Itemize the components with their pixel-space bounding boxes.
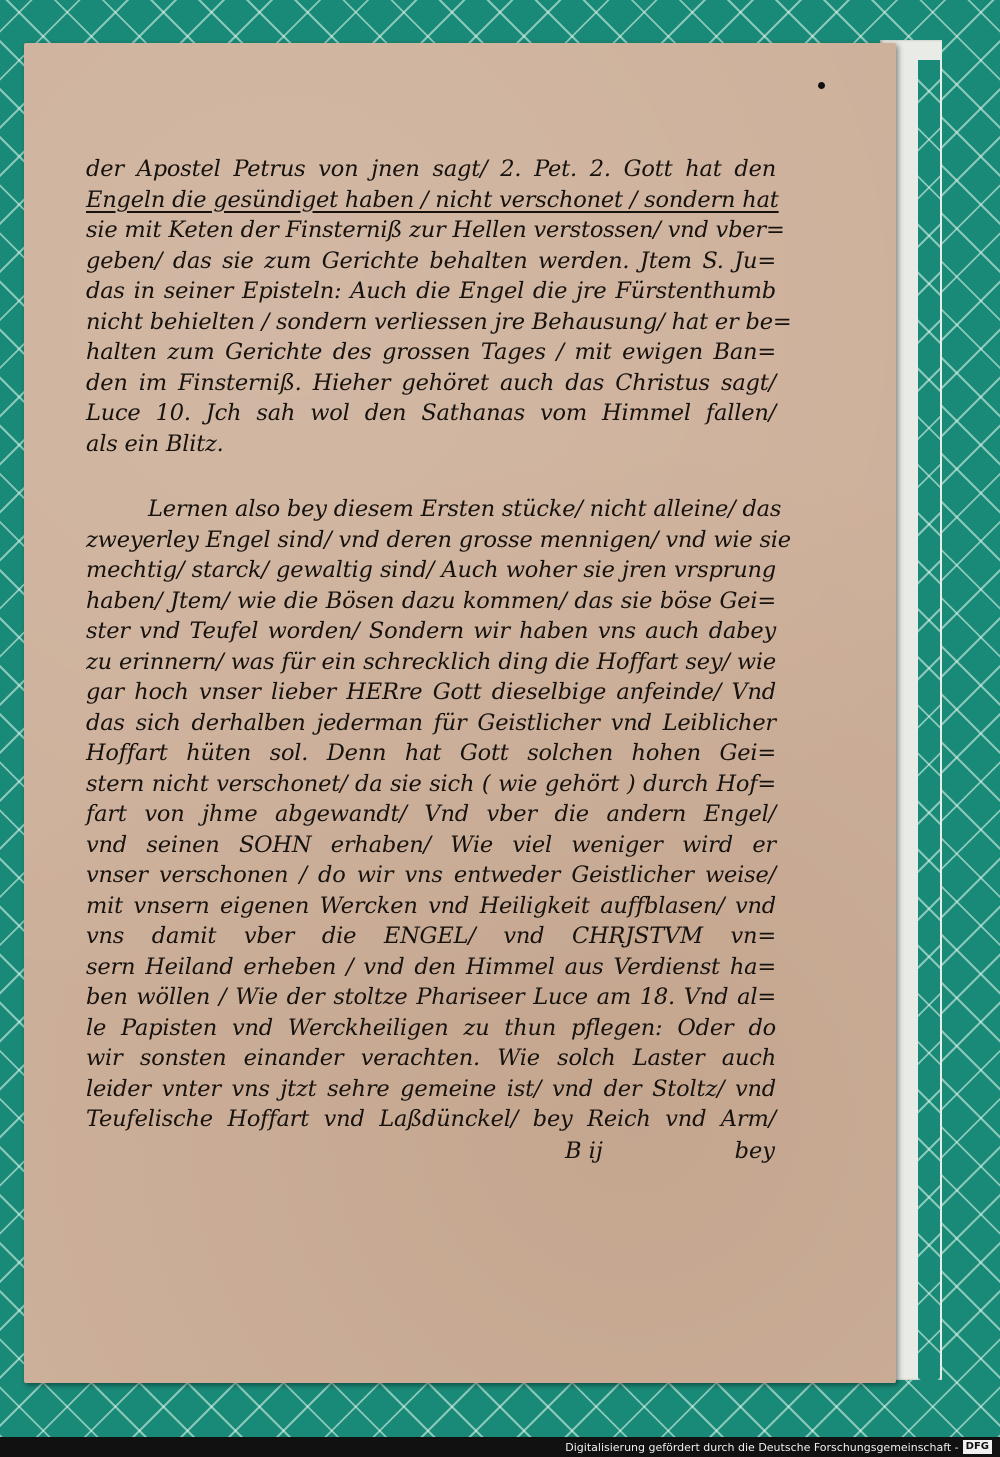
text-line: vnd seinen SOHN erhaben/ Wie viel weniger wird er (86, 831, 776, 858)
text-line: vnser verschonen / do wir vns entweder Geistlicher weise/ (86, 862, 776, 888)
text-line: das sich derhalben jederman für Geistlicher vnd Leiblicher (86, 709, 776, 736)
text-line: gar hoch vnser lieber HERre Gott dieselbige anfeinde/ Vnd (86, 679, 776, 705)
text-line: Teufelische Hoffart vnd Laßdünckel/ bey Reich vnd Arm/ (86, 1106, 776, 1132)
text-line: Hoffart hüten sol. Denn hat Gott solchen hohen Gei= (86, 740, 776, 766)
text-line: Luce 10. Jch sah wol den Sathanas vom Himmel fallen/ (86, 400, 776, 426)
paragraph-2 (86, 494, 791, 1135)
text-line: vns damit vber die ENGEL/ vnd CHRJSTVM vn= (86, 923, 776, 949)
text-line: zweyerley Engel sind/ vnd deren grosse mennigen/ vnd wie sie (86, 526, 791, 553)
text-line: Engeln die gesündiget haben / nicht verschonet / sondern hat (86, 186, 779, 213)
text-line: stern nicht verschonet/ da sie sich ( wie gehört ) durch Hof= (86, 770, 776, 797)
paragraph-1 (86, 154, 792, 459)
credit-text: Digitalisierung gefördert durch die Deutsche Forschungsgemeinschaft - (565, 1440, 959, 1454)
text-line: sie mit Keten der Finsterniß zur Hellen verstossen/ vnd vber= (86, 217, 785, 243)
text-line: als ein Blitz. (86, 430, 224, 457)
text-line: Lernen also bey diesem Ersten stücke/ nicht alleine/ das (148, 496, 782, 522)
text-line: der Apostel Petrus von jnen sagt/ 2. Pet. 2. Gott hat den (86, 156, 776, 182)
text-line: geben/ das sie zum Gerichte behalten werden. Jtem S. Ju= (86, 247, 776, 274)
text-line: wir sonsten einander verachten. Wie solch Laster auch (86, 1045, 776, 1071)
text-line: das in seiner Episteln: Auch die Engel die jre Fürstenthumb (86, 278, 776, 304)
ink-dot (818, 82, 825, 89)
text-line: halten zum Gerichte des grossen Tages / mit ewigen Ban= (86, 339, 776, 365)
text-line: sern Heiland erheben / vnd den Himmel aus Verdienst ha= (86, 953, 776, 980)
text-line: mit vnsern eigenen Wercken vnd Heiligkeit auffblasen/ vnd (86, 892, 776, 919)
text-line: den im Finsterniß. Hieher gehöret auch das Christus sagt/ (86, 369, 776, 396)
cover-inner-pattern (918, 60, 940, 1380)
catchword: bey (734, 1138, 775, 1164)
text-line: ster vnd Teufel worden/ Sondern wir haben vns auch dabey (86, 618, 776, 644)
text-line: mechtig/ starck/ gewaltig sind/ Auch woher sie jren vrsprung (86, 557, 776, 583)
text-line: le Papisten vnd Werckheiligen zu thun pflegen: Oder do (86, 1014, 776, 1041)
dfg-logo-icon: DFG (963, 1440, 992, 1454)
text-line: nicht behielten / sondern verliessen jre Behausung/ hat er be= (86, 308, 792, 335)
page-footer-line (565, 1138, 775, 1164)
signature-mark: B ij (565, 1138, 603, 1164)
text-line: fart von jhme abgewandt/ Vnd vber die andern Engel/ (86, 801, 776, 827)
text-line: leider vnter vns jtzt sehre gemeine ist/ vnd der Stoltz/ vnd (86, 1075, 776, 1102)
text-line: haben/ Jtem/ wie die Bösen dazu kommen/ das sie böse Gei= (86, 587, 776, 614)
text-line: ben wöllen / Wie der stoltze Phariseer Luce am 18. Vnd al= (86, 984, 776, 1010)
viewer-credit-bar (0, 1437, 1000, 1457)
text-line: zu erinnern/ was für ein schrecklich ding die Hoffart sey/ wie (86, 648, 776, 675)
